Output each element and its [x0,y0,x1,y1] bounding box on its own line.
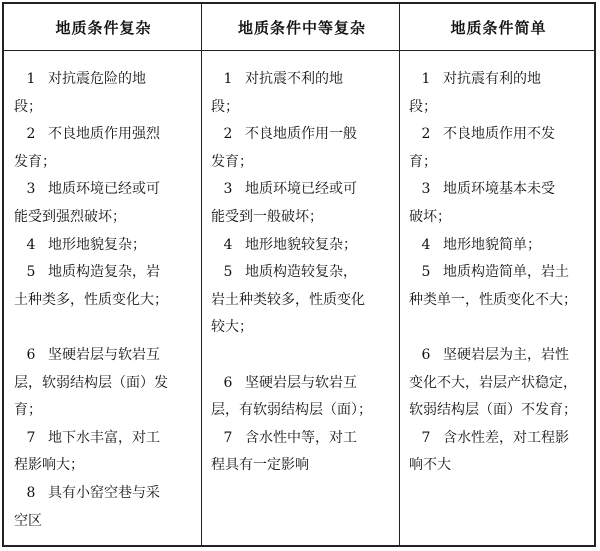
condition-line [211,204,396,232]
condition-number: 4 [26,236,36,253]
column-complex [14,66,199,545]
condition-line [14,397,199,425]
condition-number: 6 [26,346,36,363]
condition-text: 程影响大； [14,457,84,474]
condition-line [211,149,396,177]
condition-item [409,259,594,314]
condition-item [211,259,396,342]
condition-line [409,66,594,94]
condition-line [409,425,594,453]
table-header-row [4,4,594,51]
condition-line [409,452,594,480]
condition-number: 3 [26,181,36,198]
condition-item [211,232,396,260]
condition-number: 6 [223,374,233,391]
condition-number: 7 [26,429,36,446]
condition-text: 地形地貌较复杂； [245,236,357,253]
condition-text: 岩土种类较多，性质变化 [211,291,365,308]
condition-text: 破坏； [409,208,451,225]
spacer [409,314,594,342]
header-medium: 地质条件中等复杂 [237,18,366,37]
column-divider [399,4,400,545]
condition-number: 6 [421,346,431,363]
condition-number: 5 [223,264,233,281]
condition-text: 层，软弱结构层（面）发 [14,374,168,391]
condition-text: 响不大 [409,457,451,474]
condition-text: 育； [14,402,42,419]
condition-number: 1 [421,71,431,87]
condition-line [14,480,199,508]
condition-text: 地质环境已经或可 [245,181,357,198]
condition-item [409,342,594,425]
condition-line [14,259,199,287]
condition-line [211,66,396,94]
condition-line [211,259,396,287]
spacer [211,342,396,370]
condition-line [14,425,199,453]
condition-text: 段； [14,98,42,115]
condition-line [14,342,199,370]
condition-text: 地质环境基本未受 [443,181,555,198]
condition-number: 4 [223,236,233,253]
condition-text: 坚硬岩层为主，岩性 [443,346,569,363]
condition-number: 3 [223,181,233,198]
condition-text: 含水性中等，对工 [245,429,357,446]
condition-text: 含水性差，对工程影 [443,429,569,446]
condition-line [211,314,396,342]
column-medium [211,66,396,545]
condition-text: 种类单一，性质变化不大； [409,291,577,308]
condition-item [211,121,396,176]
condition-item [211,66,396,121]
condition-text: 育； [409,153,437,170]
condition-line [211,287,396,315]
condition-text: 地质构造复杂，岩 [48,264,160,281]
condition-line [14,508,199,536]
condition-text: 段； [211,98,239,115]
spacer [14,314,199,342]
condition-item [409,425,594,480]
condition-number: 2 [223,126,233,143]
condition-line [211,121,396,149]
condition-number: 1 [26,71,36,87]
condition-number: 2 [26,126,36,143]
condition-text: 土种类多，性质变化大； [14,291,168,308]
condition-text: 地形地貌复杂； [48,236,146,253]
condition-number: 5 [421,264,431,281]
condition-line [409,149,594,177]
condition-item [14,480,199,535]
condition-item [14,425,199,480]
condition-text: 地质环境已经或可 [48,181,160,198]
condition-item [14,259,199,314]
condition-line [211,94,396,122]
condition-item [211,425,396,480]
condition-line [409,342,594,370]
condition-number: 7 [421,429,431,446]
condition-text: 坚硬岩层与软岩互 [48,346,160,363]
condition-line [14,370,199,398]
condition-text: 地质构造简单，岩土 [443,264,569,281]
condition-text: 不良地质作用一般 [245,126,357,143]
header-simple: 地质条件简单 [450,18,547,37]
condition-line [211,452,396,480]
condition-item [14,176,199,231]
condition-line [14,287,199,315]
condition-number: 3 [421,181,431,198]
condition-text: 坚硬岩层与软岩互 [245,374,357,391]
condition-line [14,94,199,122]
condition-text: 层，有软弱结构层（面）； [211,402,372,419]
condition-number: 5 [26,264,36,281]
condition-line [211,176,396,204]
condition-line [14,176,199,204]
condition-line [211,370,396,398]
condition-text: 程具有一定影响 [211,457,309,474]
condition-line [409,370,594,398]
condition-text: 软弱结构层（面）不发育； [409,402,577,419]
condition-number: 2 [421,126,431,143]
condition-number: 7 [223,429,233,446]
condition-text: 较大； [211,319,253,336]
condition-line [211,397,396,425]
condition-text: 地下水丰富，对工 [48,429,160,446]
condition-text: 能受到一般破坏； [211,208,323,225]
condition-text: 发育； [211,153,253,170]
condition-line [409,176,594,204]
condition-text: 具有小窑空巷与采 [48,484,160,501]
condition-item [14,342,199,425]
condition-text: 对抗震不利的地 [245,71,343,87]
condition-text: 对抗震危险的地 [48,71,146,87]
condition-text: 空区 [14,512,42,529]
condition-item [409,66,594,121]
condition-line [409,397,594,425]
condition-number: 1 [223,71,233,87]
condition-line [14,232,199,260]
condition-text: 不良地质作用强烈 [48,126,160,143]
condition-line [409,204,594,232]
header-complex: 地质条件复杂 [55,18,152,37]
condition-line [211,232,396,260]
condition-text: 地形地貌简单； [443,236,541,253]
condition-line [14,66,199,94]
condition-item [409,232,594,260]
condition-item [14,232,199,260]
condition-item [211,176,396,231]
condition-text: 能受到强烈破坏； [14,208,126,225]
condition-text: 不良地质作用不发 [443,126,555,143]
condition-line [409,94,594,122]
condition-text: 对抗震有利的地 [443,71,541,87]
condition-item [409,121,594,176]
column-divider [201,4,202,545]
condition-item [409,176,594,231]
condition-line [409,287,594,315]
condition-line [211,425,396,453]
condition-text: 地质构造较复杂， [245,264,357,281]
condition-line [14,121,199,149]
condition-text: 变化不大，岩层产状稳定， [409,374,577,391]
condition-line [409,121,594,149]
condition-number: 4 [421,236,431,253]
condition-item [211,370,396,425]
condition-item [14,121,199,176]
condition-line [409,259,594,287]
condition-text: 段； [409,98,437,115]
condition-line [14,204,199,232]
geology-conditions-table [2,2,596,547]
condition-number: 8 [26,484,36,501]
condition-line [409,232,594,260]
condition-item [14,66,199,121]
condition-line [14,452,199,480]
condition-text: 发育； [14,153,56,170]
condition-line [14,149,199,177]
column-simple [409,66,594,545]
